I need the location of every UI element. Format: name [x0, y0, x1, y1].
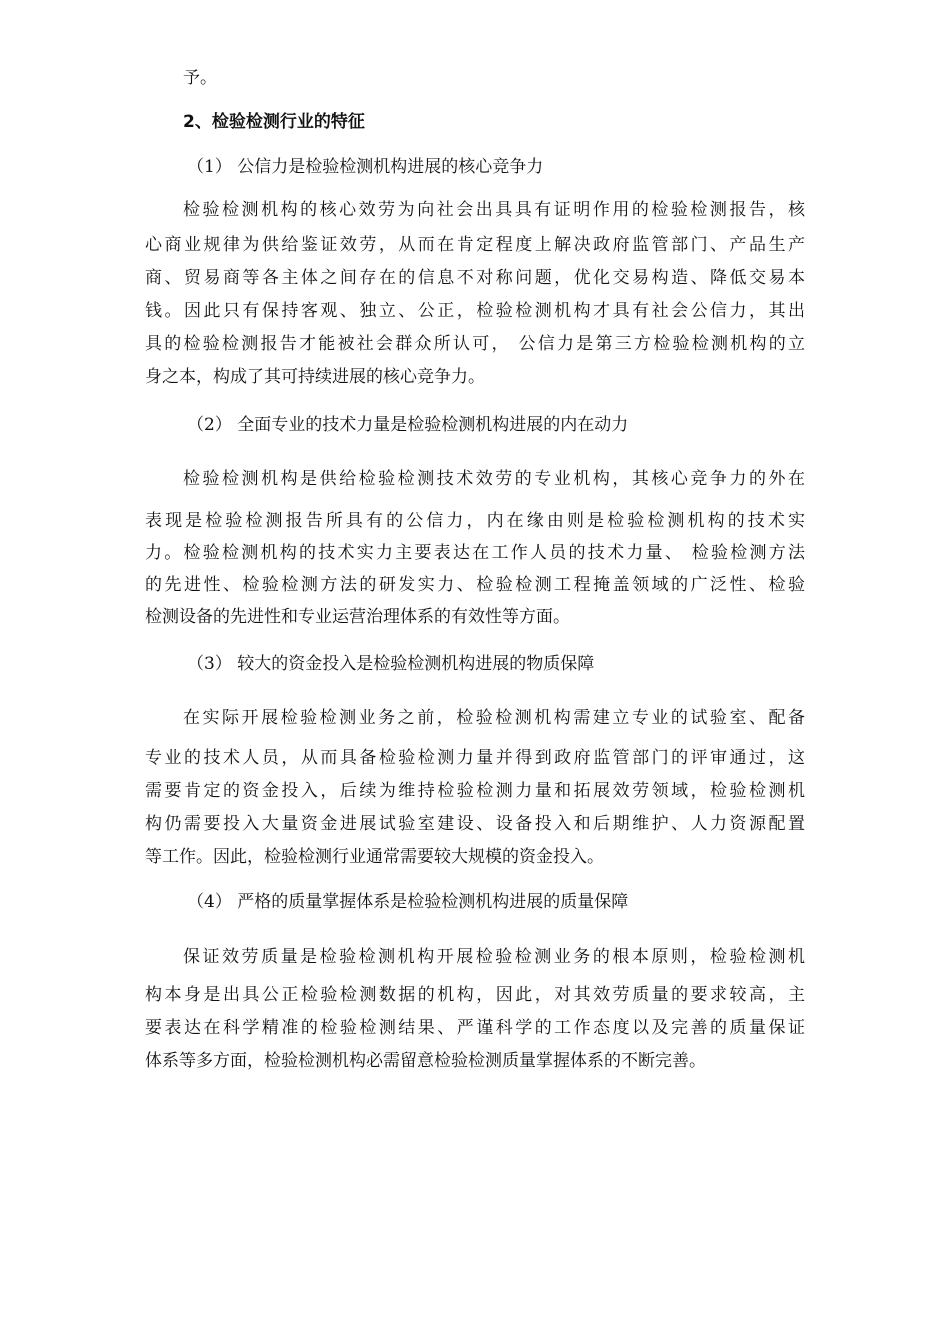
item-3-heading: （3） 较大的资金投入是检验检测机构进展的物质保障: [187, 654, 595, 674]
item-4-line: 保证效劳质量是检验检测机构开展检验检测业务的根本原则，检验检测机: [183, 947, 805, 967]
item-4-line: 体系等多方面，检验检测机构必需留意检验检测质量掌握体系的不断完善。: [145, 1051, 706, 1071]
item-4-line: 构本身是出具公正检验检测数据的机构，因此，对其效劳质量的要求较高，主: [145, 985, 805, 1005]
item-1-heading: （1） 公信力是检验检测机构进展的核心竞争力: [187, 157, 544, 177]
item-2-heading: （2） 全面专业的技术力量是检验检测机构进展的内在动力: [187, 415, 629, 435]
item-2-line: 表现是检验检测报告所具有的公信力，内在缘由则是检验检测机构的技术实: [145, 511, 805, 531]
item-1-line: 钱。因此只有保持客观、独立、公正，检验检测机构才具有社会公信力，其出: [145, 301, 805, 321]
item-2-line: 力。检验检测机构的技术实力主要表达在工作人员的技术力量、 检验检测方法: [145, 543, 805, 563]
item-2-line: 的先进性、检验检测方法的研发实力、检验检测工程掩盖领域的广泛性、检验: [145, 575, 805, 595]
item-3-line: 需要肯定的资金投入，后续为维持检验检测力量和拓展效劳领域，检验检测机: [145, 781, 805, 801]
item-2-line: 检验检测机构是供给检验检测技术效劳的专业机构，其核心竞争力的外在: [183, 469, 805, 489]
item-1-line: 检验检测机构的核心效劳为向社会出具具有证明作用的检验检测报告，核: [183, 200, 805, 220]
lead-in-text: 予。: [183, 68, 217, 88]
item-1-line: 身之本，构成了其可持续进展的核心竞争力。: [145, 367, 485, 387]
item-2-line: 检测设备的先进性和专业运营治理体系的有效性等方面。: [145, 607, 570, 627]
item-3-line: 专业的技术人员，从而具备检验检测力量并得到政府监管部门的评审通过，这: [145, 748, 805, 768]
item-3-line: 等工作。因此，检验检测行业通常需要较大规模的资金投入。: [145, 847, 604, 867]
item-4-heading: （4） 严格的质量掌握体系是检验检测机构进展的质量保障: [187, 892, 629, 912]
item-1-line: 具的检验检测报告才能被社会群众所认可， 公信力是第三方检验检测机构的立: [145, 334, 805, 354]
item-1-line: 心商业规律为供给鉴证效劳，从而在肯定程度上解决政府监管部门、产品生产: [145, 235, 805, 255]
section-heading: 2、检验检测行业的特征: [183, 112, 365, 132]
item-4-line: 要表达在科学精准的检验检测结果、严谨科学的工作态度以及完善的质量保证: [145, 1018, 805, 1038]
item-3-line: 构仍需要投入大量资金进展试验室建设、设备投入和后期维护、人力资源配置: [145, 814, 805, 834]
item-3-line: 在实际开展检验检测业务之前，检验检测机构需建立专业的试验室、配备: [183, 708, 805, 728]
item-1-line: 商、贸易商等各主体之间存在的信息不对称问题，优化交易构造、降低交易本: [145, 268, 805, 288]
